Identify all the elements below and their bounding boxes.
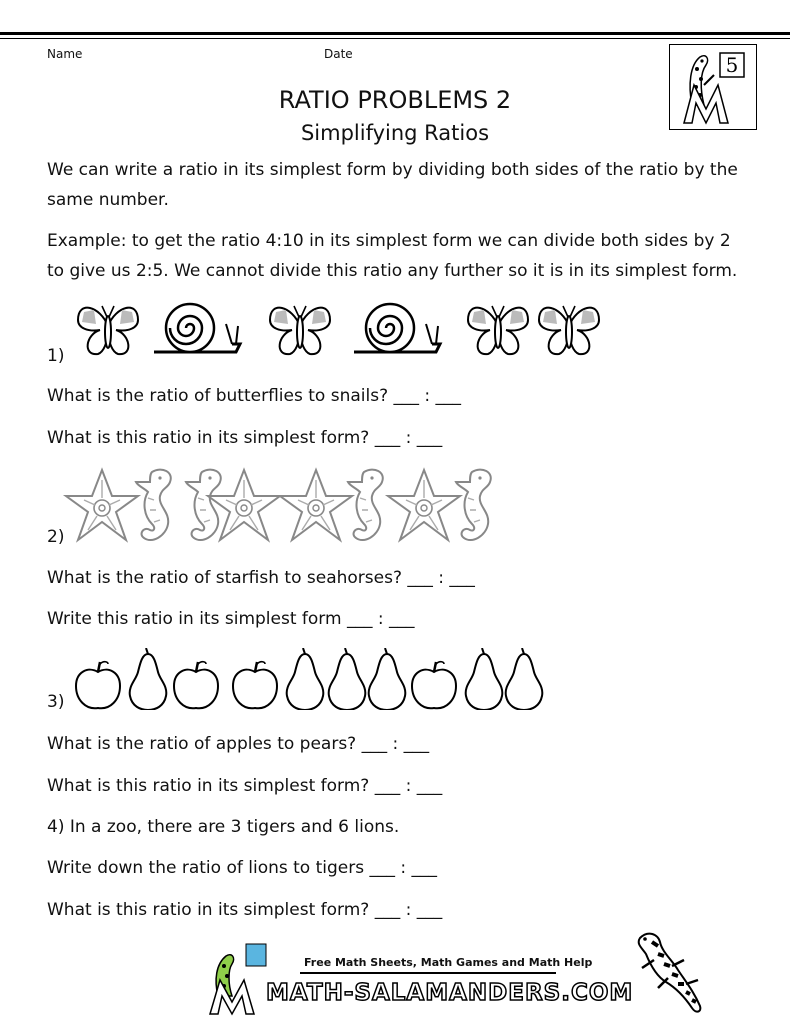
q3-picture-pear <box>369 648 406 710</box>
q2-picture-starfish <box>280 470 352 540</box>
footer-salamander-logo-icon <box>206 940 270 1016</box>
q1-picture-snail <box>354 304 440 352</box>
q1-picture-butterfly <box>468 306 528 354</box>
footer-site-name: MATH-SALAMANDERS.COM <box>266 980 634 1006</box>
intro-paragraph: We can write a ratio in its simplest form by dividing both sides of the ratio by the same number. <box>47 160 738 210</box>
q3-picture-pear <box>466 648 503 710</box>
q3-picture-pear <box>287 648 324 710</box>
q4-line2: What is this ratio in its simplest form? ___ : ___ <box>47 900 443 920</box>
q2-picture-row <box>0 466 790 546</box>
q3-picture-pear <box>130 648 167 710</box>
q2-picture-starfish <box>66 470 138 540</box>
example-paragraph: Example: to get the ratio 4:10 in its simplest form we can divide both sides by 2 to give us 2:5. We cannot divide this ratio any further so it is in its simplest form. <box>47 231 738 281</box>
footer-tagline-underline <box>300 972 556 974</box>
top-rule-thin <box>0 38 790 39</box>
q3-number: 3) <box>47 692 65 712</box>
q2-picture-seahorse <box>136 470 171 540</box>
grade-number: 5 <box>725 53 739 77</box>
salamander-icon <box>628 926 718 1018</box>
q3-picture-pear <box>506 648 543 710</box>
q1-line2: What is this ratio in its simplest form? ___ : ___ <box>47 428 443 448</box>
q3-picture-pear <box>329 648 366 710</box>
q1-picture-row <box>0 298 790 368</box>
page-subtitle: Simplifying Ratios <box>300 121 490 145</box>
q2-line1: What is the ratio of starfish to seahorses? ___ : ___ <box>47 568 475 588</box>
q4-line1: Write down the ratio of lions to tigers ___ : ___ <box>47 858 438 878</box>
q4-text: 4) In a zoo, there are 3 tigers and 6 lions. <box>47 817 400 837</box>
q2-number: 2) <box>47 527 65 547</box>
name-label: Name <box>47 47 83 61</box>
date-label: Date <box>324 47 353 61</box>
q1-picture-butterfly <box>270 306 330 354</box>
q3-picture-apple <box>76 662 120 709</box>
q1-picture-snail <box>154 304 240 352</box>
q2-picture-starfish <box>388 470 460 540</box>
q1-picture-butterfly <box>78 306 138 354</box>
q1-picture-butterfly <box>539 306 599 354</box>
q3-line1: What is the ratio of apples to pears? ___ : ___ <box>47 734 430 754</box>
page-title: RATIO PROBLEMS 2 <box>278 86 512 114</box>
q3-picture-apple <box>233 662 277 709</box>
top-rule <box>0 32 790 35</box>
q1-number: 1) <box>47 346 65 366</box>
q2-line2: Write this ratio in its simplest form ___ : ___ <box>47 609 415 629</box>
q3-picture-apple <box>174 662 218 709</box>
q2-picture-seahorse <box>348 470 383 540</box>
q2-picture-seahorse <box>186 470 221 540</box>
q3-line2: What is this ratio in its simplest form? ___ : ___ <box>47 776 443 796</box>
q1-line1: What is the ratio of butterflies to snails? ___ : ___ <box>47 386 462 406</box>
q3-picture-row <box>0 648 790 710</box>
q2-picture-seahorse <box>456 470 491 540</box>
q3-picture-apple <box>412 662 456 709</box>
footer-tagline: Free Math Sheets, Math Games and Math Help <box>304 956 593 969</box>
